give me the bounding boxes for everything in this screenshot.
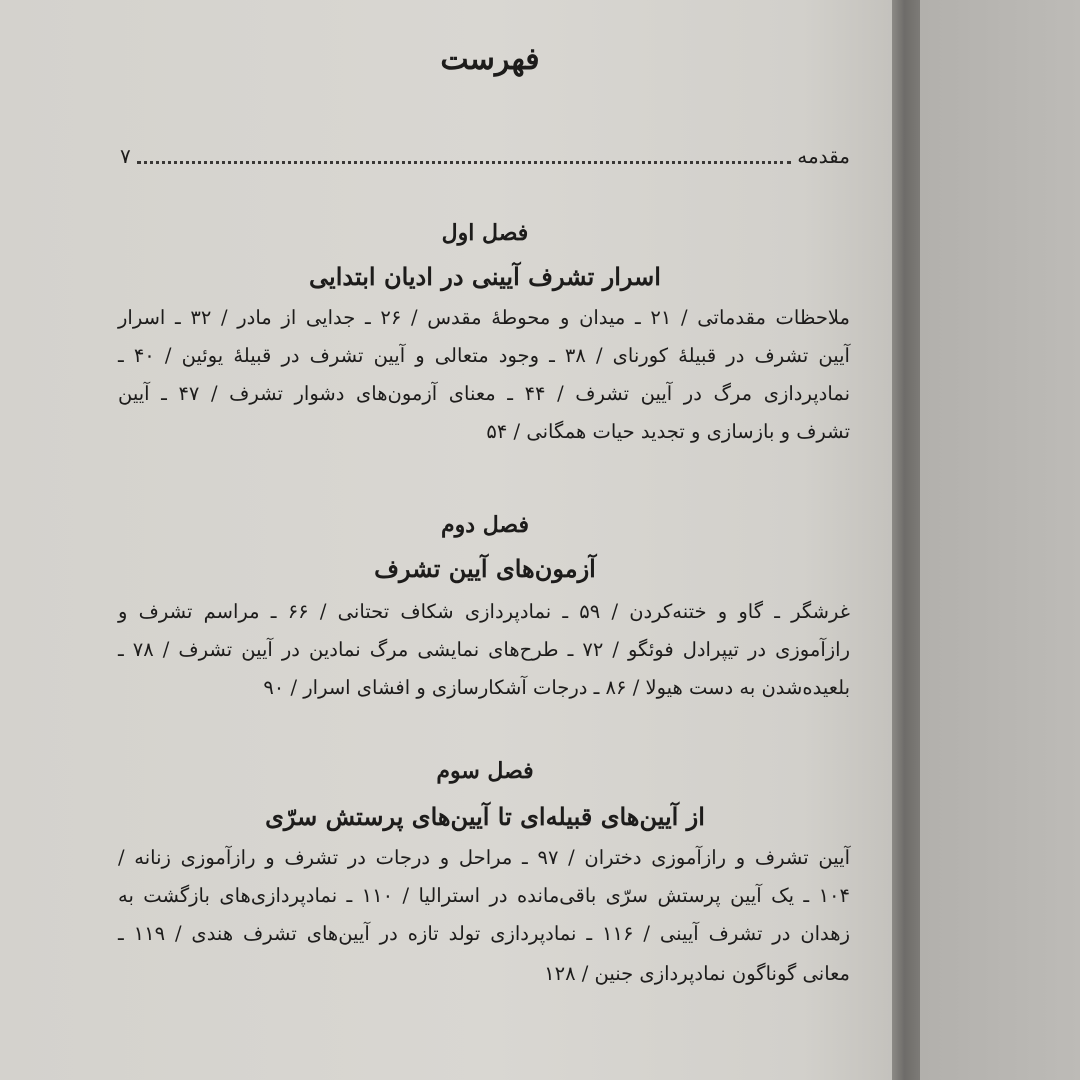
chapter-2-line-3: بلعیده‌شدن به دست هیولا / ۸۶ ـ درجات آشکارسازی و افشای اسرار / ۹۰ [263, 676, 850, 699]
chapter-1-line-4: تشرف و بازسازی و تجدید حیات همگانی / ۵۴ [486, 420, 850, 443]
page-title: فهرست [440, 42, 540, 77]
chapter-3-line-1: آیین تشرف و رازآموزی دختران / ۹۷ ـ مراحل و درجات در تشرف و رازآموزی زنانه / [118, 846, 850, 869]
page-gutter-shadow [892, 0, 920, 1080]
chapter-1-line-2: آیین تشرف در قبیلهٔ کورنای / ۳۸ ـ وجود متعالی و آیین تشرف در قبیلهٔ یوئین / ۴۰ ـ [118, 344, 850, 367]
chapter-3-heading: فصل سوم [436, 758, 534, 784]
background-surface [920, 0, 1080, 1080]
chapter-2-line-2: رازآموزی در تیپرادل فوئگو / ۷۲ ـ طرح‌های نمایشی مرگ نمادین در آیین تشرف / ۷۸ ـ [118, 638, 850, 661]
chapter-2-line-1: غرشگر ـ گاو و ختنه‌کردن / ۵۹ ـ نمادپردازی شکاف تحتانی / ۶۶ ـ مراسم تشرف و [118, 600, 850, 623]
dot-leader [137, 161, 791, 164]
chapter-1-line-3: نمادپردازی مرگ در آیین تشرف / ۴۴ ـ معنای آزمون‌های دشوار تشرف / ۴۷ ـ آیین [118, 382, 850, 405]
chapter-2-heading: فصل دوم [441, 512, 529, 538]
chapter-3-title: از آیین‌های قبیله‌ای تا آیین‌های پرستش سرّی [265, 802, 705, 831]
chapter-1-title: اسرار تشرف آیینی در ادیان ابتدایی [309, 262, 661, 291]
intro-label: مقدمه [797, 144, 850, 168]
chapter-3-line-4: معانی گوناگون نمادپردازی جنین / ۱۲۸ [544, 962, 850, 985]
intro-page-number: ۷ [120, 144, 131, 168]
chapter-3-line-2: ۱۰۴ ـ یک آیین پرستش سرّی باقی‌مانده در استرالیا / ۱۱۰ ـ نمادپردازی‌های بازگشت به [118, 884, 850, 907]
chapter-1-line-1: ملاحظات مقدماتی / ۲۱ ـ میدان و محوطهٔ مقدس / ۲۶ ـ جدایی از مادر / ۳۲ ـ اسرار [118, 306, 850, 329]
chapter-1-heading: فصل اول [441, 220, 529, 246]
chapter-2-title: آزمون‌های آیین تشرف [374, 554, 596, 583]
toc-entry-intro [120, 136, 850, 176]
chapter-3-line-3: زهدان در تشرف آیینی / ۱۱۶ ـ نمادپردازی تولد تازه در آیین‌های تشرف هندی / ۱۱۹ ـ [118, 922, 850, 945]
